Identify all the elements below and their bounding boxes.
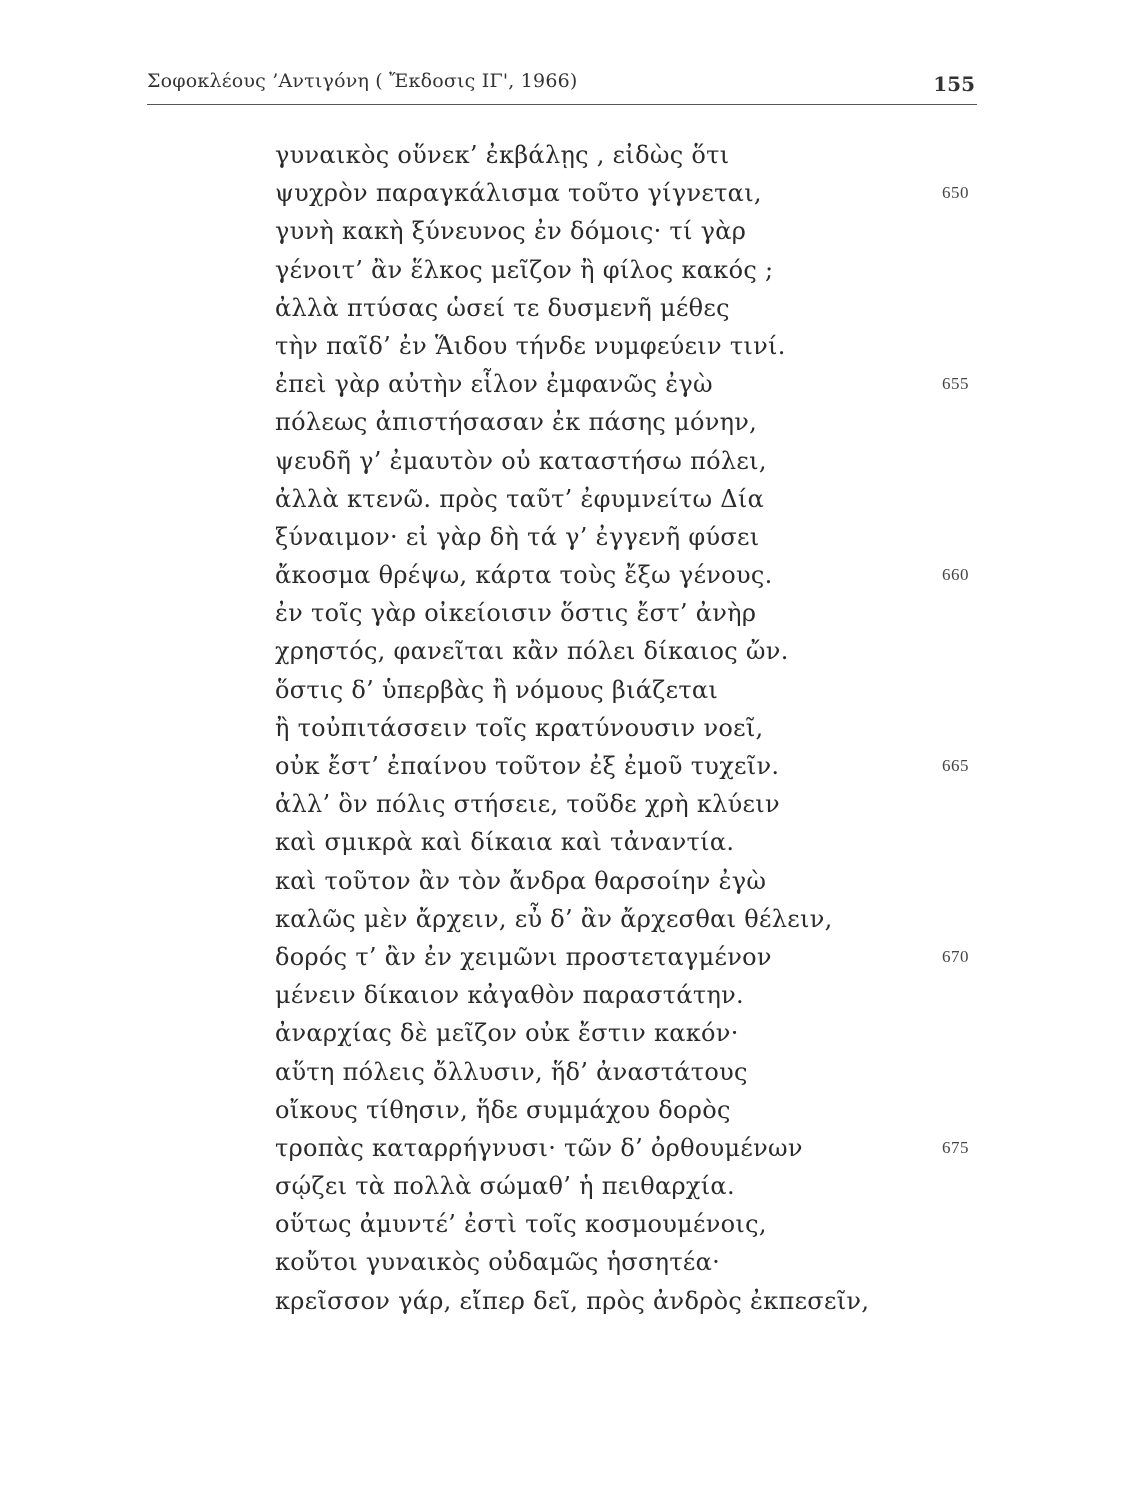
- verse-text: σῴζει τὰ πολλὰ σώμαθ’ ἡ πειθαρχία.: [275, 1172, 735, 1201]
- verse-text: τροπὰς καταρρήγνυσι· τῶν δ’ ὀρθουμένων: [275, 1133, 803, 1162]
- verse-line: [275, 289, 975, 327]
- verse-text: ἢ τοὐπιτάσσειν τοῖς κρατύνουσιν νοεῖ,: [275, 713, 764, 742]
- verse-line: [275, 518, 975, 556]
- line-number: 675: [942, 1137, 969, 1157]
- line-number: 665: [942, 756, 969, 775]
- verse-text: γένοιτ’ ἂν ἕλκος μεῖζον ἢ φίλος κακός ;: [275, 255, 774, 284]
- verse-text: καλῶς μὲν ἄρχειν, εὖ δ’ ἂν ἄρχεσθαι θέλειν,: [275, 904, 833, 933]
- verse-line: [275, 938, 975, 976]
- running-head: Σοφοκλέους ’Αντιγόνη ( Ἔκδοσις ΙΓ', 1966): [147, 70, 578, 92]
- verse-text: ξύναιμον· εἰ γὰρ δὴ τά γ’ ἐγγενῆ φύσει: [275, 522, 760, 551]
- page-header: [147, 70, 975, 100]
- verse-line: [275, 671, 975, 709]
- verse-line: [275, 747, 975, 785]
- verse-text: γυνὴ κακὴ ξύνευνος ἐν δόμοις· τί γὰρ: [275, 217, 747, 246]
- verse-line: [275, 900, 975, 938]
- verse-line: [275, 212, 975, 250]
- verse-text: ψυχρὸν παραγκάλισμα τοῦτο γίγνεται,: [275, 179, 762, 208]
- verse-text: ὅστις δ’ ὑπερβὰς ἢ νόμους βιάζεται: [275, 675, 719, 704]
- verse-text: οἴκους τίθησιν, ἥδε συμμάχου δορὸς: [275, 1095, 731, 1124]
- verse-line: [275, 1129, 975, 1167]
- verse-line: [275, 1053, 975, 1091]
- verse-text: πόλεως ἀπιστήσασαν ἐκ πάσης μόνην,: [275, 408, 758, 437]
- verse-text: γυναικὸς οὕνεκ’ ἐκβάλῃς , εἰδὼς ὅτι: [275, 141, 730, 169]
- verse-text: καὶ σμικρὰ καὶ δίκαια καὶ τἀναντία.: [275, 828, 735, 857]
- verse-text: κρεῖσσον γάρ, εἴπερ δεῖ, πρὸς ἀνδρὸς ἐκπεσεῖν,: [275, 1286, 870, 1315]
- verse-line: [275, 136, 975, 174]
- verse-line: [275, 442, 975, 480]
- line-number: 655: [942, 374, 969, 394]
- verse-text: οὐκ ἔστ’ ἐπαίνου τοῦτον ἐξ ἐμοῦ τυχεῖν.: [275, 752, 780, 780]
- verse-list: [275, 136, 975, 1320]
- verse-text: ἐν τοῖς γὰρ οἰκείοισιν ὅστις ἔστ’ ἀνὴρ: [275, 599, 757, 628]
- verse-text: ἐπεὶ γὰρ αὐτὴν εἷλον ἐμφανῶς ἐγὼ: [275, 370, 713, 399]
- verse-text: τὴν παῖδ’ ἐν Ἅιδου τήνδε νυμφεύειν τινί.: [275, 331, 786, 360]
- verse-text: ἀλλ’ ὃν πόλις στήσειε, τοῦδε χρὴ κλύειν: [275, 790, 780, 819]
- verse-line: [275, 976, 975, 1014]
- verse-line: [275, 1282, 975, 1320]
- verse-line: [275, 632, 975, 670]
- verse-line: [275, 251, 975, 289]
- verse-line: [275, 594, 975, 632]
- verse-line: [275, 327, 975, 365]
- line-number: 650: [942, 183, 969, 203]
- verse-text: ἀλλὰ πτύσας ὡσεί τε δυσμενῆ μέθες: [275, 293, 730, 322]
- verse-line: [275, 709, 975, 747]
- header-rule: [147, 104, 977, 105]
- verse-line: [275, 1243, 975, 1281]
- verse-text: χρηστός, φανεῖται κἂν πόλει δίκαιος ὤν.: [275, 637, 789, 666]
- verse-line: [275, 1014, 975, 1052]
- page-number: 155: [933, 72, 975, 96]
- verse-line: [275, 823, 975, 861]
- verse-text: δορός τ’ ἂν ἐν χειμῶνι προστεταγμένον: [275, 942, 772, 971]
- verse-line: [275, 1167, 975, 1205]
- verse-text: οὕτως ἀμυντέ’ ἐστὶ τοῖς κοσμουμένοις,: [275, 1210, 767, 1239]
- line-number: 660: [942, 565, 969, 585]
- verse-text: ἀλλὰ κτενῶ. πρὸς ταῦτ’ ἐφυμνείτω Δία: [275, 484, 765, 513]
- verse-line: [275, 174, 975, 212]
- verse-text: καὶ τοῦτον ἂν τὸν ἄνδρα θαρσοίην ἐγὼ: [275, 866, 767, 895]
- verse-line: [275, 556, 975, 594]
- verse-line: [275, 785, 975, 823]
- verse-line: [275, 365, 975, 403]
- verse-text: ψευδῆ γ’ ἐμαυτὸν οὐ καταστήσω πόλει,: [275, 446, 767, 475]
- verse-line: [275, 1205, 975, 1243]
- verse-text: κοὔτοι γυναικὸς οὐδαμῶς ἡσσητέα·: [275, 1248, 721, 1277]
- verse-line: [275, 862, 975, 900]
- verse-line: [275, 480, 975, 518]
- verse-text: ἄκοσμα θρέψω, κάρτα τοὺς ἔξω γένους.: [275, 561, 773, 590]
- verse-text: μένειν δίκαιον κἀγαθὸν παραστάτην.: [275, 981, 744, 1010]
- line-number: 670: [942, 946, 969, 966]
- verse-line: [275, 1091, 975, 1129]
- verse-text: ἀναρχίας δὲ μεῖζον οὐκ ἔστιν κακόν·: [275, 1019, 739, 1048]
- verse-text: αὕτη πόλεις ὄλλυσιν, ἥδ’ ἀναστάτους: [275, 1057, 748, 1086]
- verse-line: [275, 403, 975, 441]
